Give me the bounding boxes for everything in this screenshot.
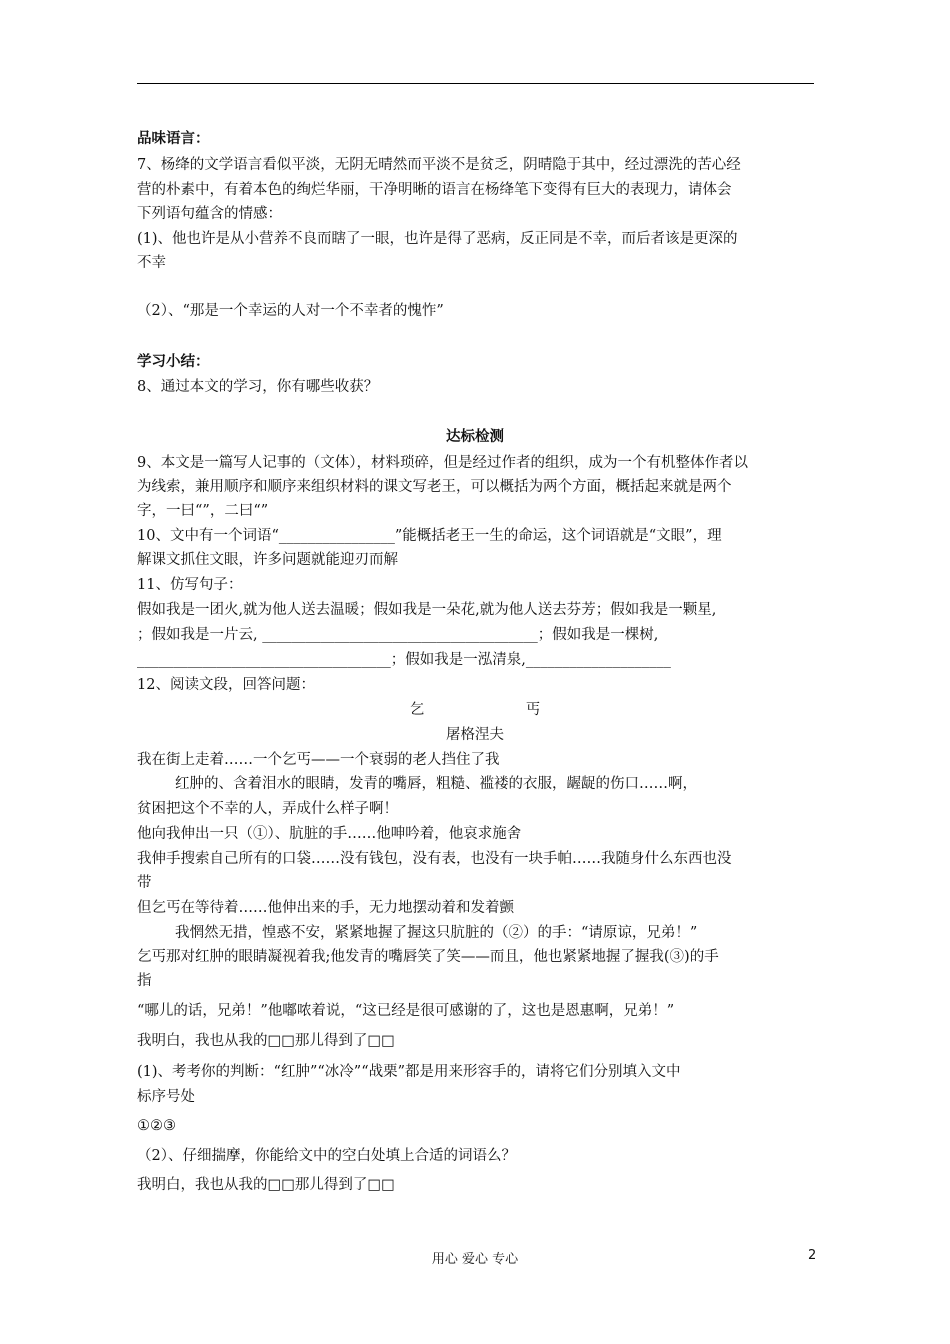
passage-line: 乞丐那对红肿的眼睛凝视着我;他发青的嘴唇笑了笑——而且，他也紧紧地握了握我(③)的手	[137, 949, 719, 965]
passage-line: 我伸手搜索自己所有的口袋……没有钱包，没有表，也没有一块手帕……我随身什么东西也没	[137, 851, 732, 867]
question-line: 我明白，我也从我的□□那儿得到了□□	[137, 1177, 395, 1193]
footer-motto: 用心 爱心 专心	[431, 1252, 519, 1267]
text-line: 不幸	[137, 255, 166, 271]
section-heading-summary: 学习小结：	[137, 354, 210, 370]
section-heading-test: 达标检测	[446, 429, 504, 445]
question-line: （2）、仔细揣摩，你能给文中的空白处填上合适的词语么？	[137, 1148, 516, 1164]
text-line: 下列语句蕴含的情感：	[137, 206, 282, 222]
text-line: 10、文中有一个词语“________________”能概括老王一生的命运，这个词语就是“文眼”，理	[137, 528, 722, 544]
header-rule	[137, 83, 814, 84]
section-heading-taste: 品味语言：	[137, 131, 210, 147]
text-line: ___________________________________；假如我是一泓清泉,____________________	[137, 652, 671, 668]
text-line: 9、本文是一篇写人记事的（文体），材料琐碎，但是经过作者的组织，成为一个有机整体作者以	[137, 455, 748, 471]
question-line: (1)、考考你的判断：“红肿”“冰冷”“战栗”都是用来形容手的，请将它们分别填入文中	[137, 1064, 681, 1080]
passage-line: 指	[137, 973, 152, 989]
passage-author: 屠格涅夫	[446, 727, 504, 743]
text-line: 字，一曰“”，二曰“”	[137, 503, 269, 519]
passage-line: 红肿的、含着泪水的眼睛，发青的嘴唇，粗糙、褴褛的衣服，龌龊的伤口……啊，	[175, 776, 697, 792]
text-line: 解课文抓住文眼，许多问题就能迎刃而解	[137, 552, 398, 568]
passage-line: 他向我伸出一只（①）、肮脏的手……他呻吟着，他哀求施舍	[137, 826, 522, 842]
text-line: ；假如我是一片云, ______________________________________；假如我是一棵树,	[137, 627, 659, 643]
passage-line: 我明白，我也从我的□□那儿得到了□□	[137, 1033, 395, 1049]
text-line: 8、通过本文的学习，你有哪些收获？	[137, 379, 379, 395]
passage-title: 乞 丐	[409, 702, 541, 718]
text-line: (1)、他也许是从小营养不良而瞎了一眼，也许是得了恶病，反正同是不幸，而后者该是更深的	[137, 231, 738, 247]
passage-line: “哪儿的话，兄弟！”他嘟哝着说，“这已经是很可感谢的了，这也是恩惠啊，兄弟！”	[137, 1003, 675, 1019]
text-line: （2）、“那是一个幸运的人对一个不幸者的愧怍”	[137, 303, 444, 319]
text-line: 为线索，兼用顺序和顺序来组织材料的课文写老王，可以概括为两个方面，概括起来就是两个	[137, 479, 732, 495]
page-number: 2	[808, 1248, 817, 1263]
text-line: 12、阅读文段，回答问题：	[137, 677, 315, 693]
question-line: ①②③	[137, 1118, 176, 1134]
passage-line: 带	[137, 875, 152, 891]
text-line: 11、仿写句子：	[137, 577, 243, 593]
passage-line: 但乞丐在等待着……他伸出来的手，无力地摆动着和发着颤	[137, 900, 514, 916]
text-line: 假如我是一团火,就为他人送去温暖；假如我是一朵花,就为他人送去芬芳；假如我是一颗星,	[137, 602, 717, 618]
text-line: 7、杨绛的文学语言看似平淡，无阴无晴然而平淡不是贫乏，阴晴隐于其中，经过漂洗的苦心经	[137, 157, 741, 173]
text-line: 营的朴素中，有着本色的绚烂华丽，干净明晰的语言在杨绛笔下变得有巨大的表现力，请体会	[137, 182, 732, 198]
passage-line: 我惘然无措，惶惑不安，紧紧地握了握这只肮脏的（②）的手：“请原谅，兄弟！”	[175, 925, 698, 941]
passage-line: 我在街上走着……一个乞丐——一个衰弱的老人挡住了我	[137, 752, 500, 768]
question-line: 标序号处	[137, 1089, 195, 1105]
passage-line: 贫困把这个不幸的人，弄成什么样子啊！	[137, 801, 398, 817]
